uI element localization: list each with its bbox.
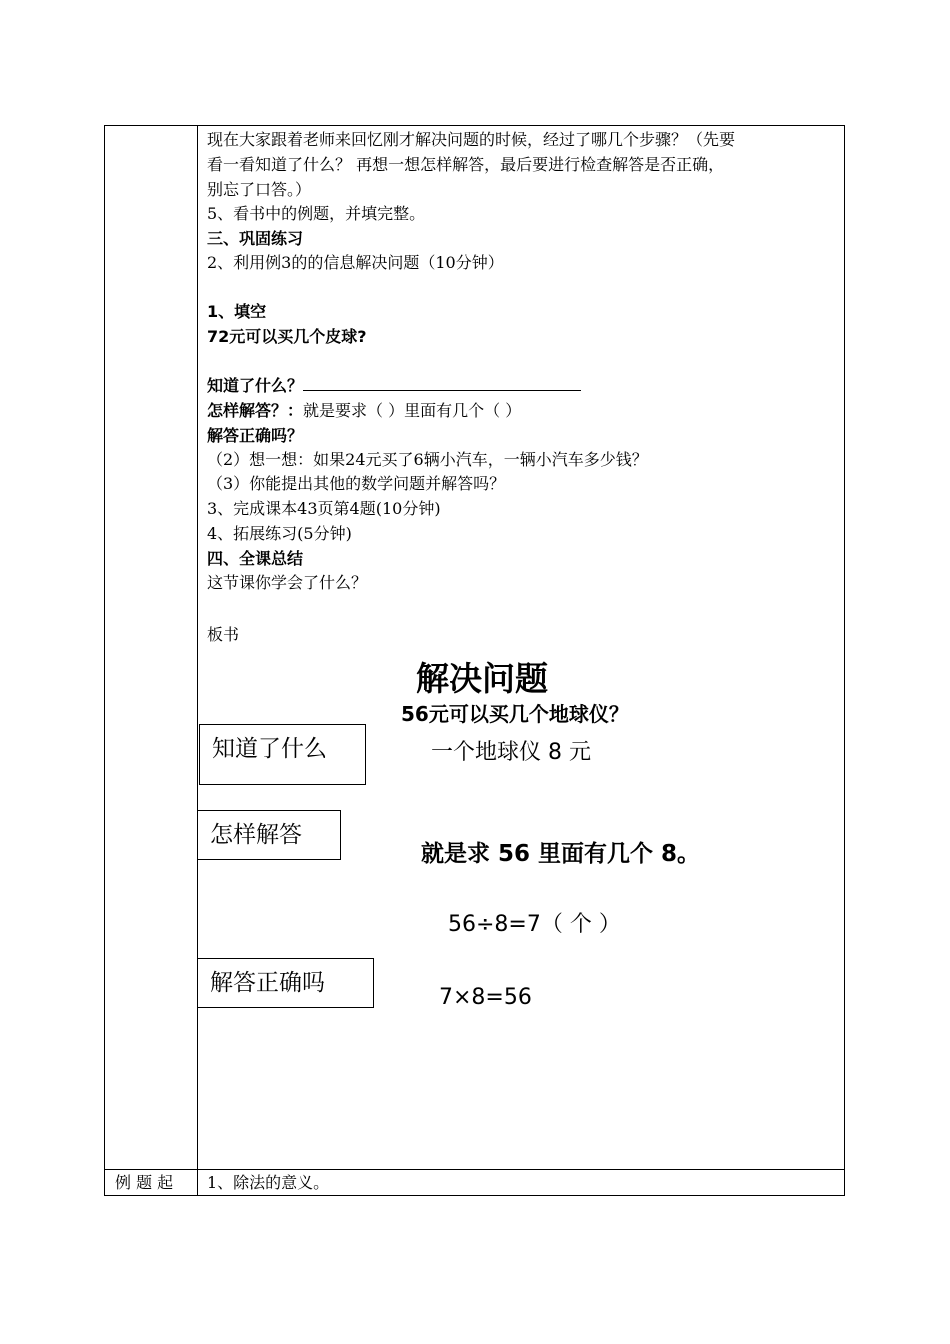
text-line: 3、完成课本43页第4题(10分钟) xyxy=(207,499,441,518)
how-text: 就是要求（ ）里面有几个（ ） xyxy=(303,401,522,420)
column-divider xyxy=(197,126,198,1196)
board-known: 一个地球仪 8 元 xyxy=(431,740,591,765)
text-line: 现在大家跟着老师来回忆刚才解决问题的时候，经过了哪几个步骤？（先要 xyxy=(207,130,736,149)
board-question: 56元可以买几个地球仪？ xyxy=(401,702,629,726)
board-label: 板书 xyxy=(207,625,240,644)
box-known xyxy=(199,724,366,785)
box-check xyxy=(197,958,374,1008)
text-line: （3）你能提出其他的数学问题并解答吗？ xyxy=(207,474,506,493)
answer-blank xyxy=(303,376,581,391)
known-label: 知道了什么？ xyxy=(207,376,304,395)
check-label: 解答正确吗？ xyxy=(207,426,304,445)
box-known-label: 知道了什么 xyxy=(212,736,327,762)
question-line: 72元可以买几个皮球? xyxy=(207,327,367,346)
board-equation-1: 56÷8=7（ 个 ） xyxy=(448,912,621,937)
section-heading: 三、巩固练习 xyxy=(207,229,304,248)
text-line: 5、看书中的例题，并填完整。 xyxy=(207,204,426,223)
text-line: 这节课你学会了什么？ xyxy=(207,573,368,592)
board-title: 解决问题 xyxy=(416,659,548,698)
text-line: （2）想一想：如果24元买了6辆小汽车，一辆小汽车多少钱？ xyxy=(207,450,648,469)
text-line: 4、拓展练习(5分钟) xyxy=(207,524,352,543)
box-how xyxy=(197,810,341,860)
row-divider xyxy=(105,1169,844,1170)
box-check-label: 解答正确吗 xyxy=(210,970,325,996)
board-solve-text: 就是求 56 里面有几个 8。 xyxy=(421,841,701,867)
how-label: 怎样解答？： xyxy=(207,401,304,420)
how-line xyxy=(207,399,521,423)
text-line: 看一看知道了什么？ 再想一想怎样解答，最后要进行检查解答是否正确， xyxy=(207,155,725,174)
known-line xyxy=(207,374,581,398)
subheading: 1、填空 xyxy=(207,302,267,321)
box-how-label: 怎样解答 xyxy=(210,822,302,848)
board-equation-2: 7×8=56 xyxy=(439,985,532,1010)
text-line: 别忘了口答。） xyxy=(207,180,312,199)
text-line: 2、利用例3的的信息解决问题（10分钟） xyxy=(207,253,504,272)
lesson-table xyxy=(104,125,845,1196)
section-heading: 四、全课总结 xyxy=(207,549,304,568)
footer-right-cell: 1、除法的意义。 xyxy=(207,1173,330,1192)
footer-left-cell: 例 题 起 xyxy=(115,1173,174,1192)
